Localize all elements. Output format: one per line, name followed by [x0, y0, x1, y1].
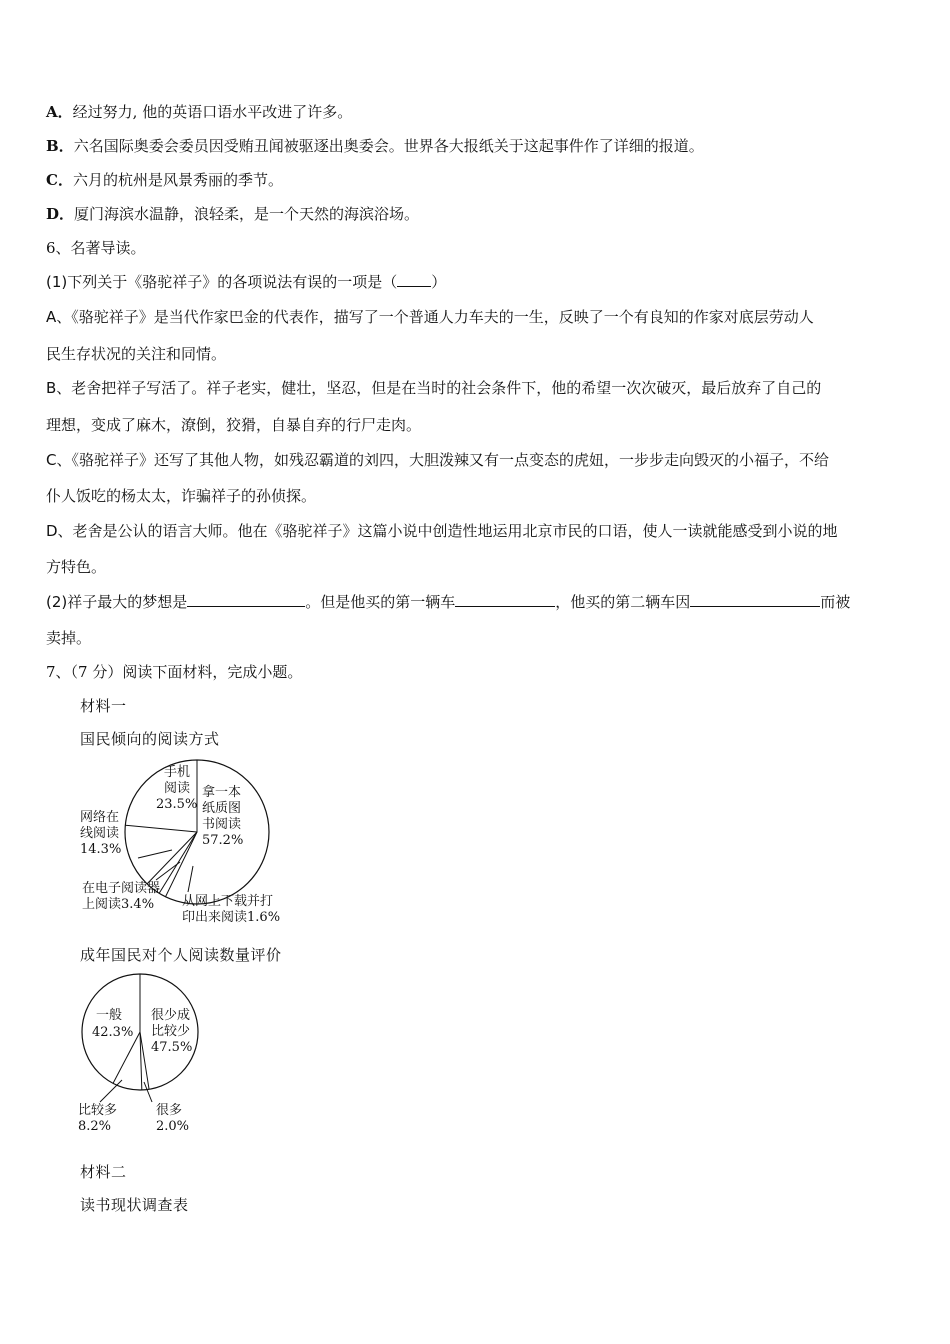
pie2-label-more: 比较多: [78, 1103, 118, 1118]
q6-option-b-line2: 理想，变成了麻木，潦倒，狡猾，自暴自弃的行尸走肉。: [46, 416, 422, 434]
q6-sub1-stem: (1)下列关于《骆驼祥子》的各项说法有误的一项是（ ）: [46, 273, 447, 291]
pie1-label-paper-3: 书阅读: [202, 817, 242, 832]
pie1-value-online: 14.3%: [80, 842, 122, 857]
pie-chart-reading-amount: [60, 970, 260, 1140]
pie2-label-few-1: 很少成: [151, 1008, 191, 1023]
pie1-label-online-1: 网络在: [80, 810, 120, 825]
pie1-slice-boundary-2: [159, 832, 197, 893]
pie1-label-online-2: 线阅读: [80, 826, 120, 841]
q6-option-c-line2: 仆人饭吃的杨太太，诈骗祥子的孙侦探。: [46, 487, 317, 505]
q6-sub2-line2: 卖掉。: [46, 629, 92, 647]
option-a: A．经过努力, 他的英语口语水平改进了许多。: [46, 103, 353, 121]
chart2-title: 成年国民对个人阅读数量评价: [80, 946, 282, 964]
material-2-label: 材料二: [80, 1163, 127, 1181]
pie2-label-many: 很多: [156, 1103, 183, 1118]
option-c: C．六月的杭州是风景秀丽的季节。: [46, 171, 283, 189]
q6-option-a-line1: A、《骆驼祥子》是当代作家巴金的代表作，描写了一个普通人力车夫的一生，反映了一个有良知的作家对底层劳动人: [46, 308, 814, 326]
pie1-leader-online: [138, 850, 172, 858]
pie1-label-paper-2: 纸质图: [202, 801, 242, 816]
q6-option-a-line2: 民生存状况的关注和同情。: [46, 345, 227, 363]
pie1-label-ereader-2: 上阅读3.4%: [82, 897, 155, 912]
answer-blank-2[interactable]: [455, 592, 555, 607]
chart1-title: 国民倾向的阅读方式: [80, 730, 220, 748]
q7-title: 7、（7 分）阅读下面材料，完成小题。: [46, 663, 303, 681]
pie1-label-paper-1: 拿一本: [202, 785, 242, 800]
q6-option-d-line1: D、老舍是公认的语言大师。他在《骆驼祥子》这篇小说中创造性地运用北京市民的口语，使人一读就能感受到小说的地: [46, 522, 838, 540]
option-b: B．六名国际奥委会委员因受贿丑闻被驱逐出奥委会。世界各大报纸关于这起事件作了详细的报道。: [46, 137, 704, 155]
pie1-slice-boundary-4: [125, 825, 197, 832]
pie2-label-normal: 一般: [96, 1008, 123, 1023]
pie1-slice-boundary-1: [166, 832, 197, 897]
pie1-value-paper: 57.2%: [202, 833, 244, 848]
pie1-label-print-1: 从网上下载并打: [182, 894, 274, 909]
option-d: D．厦门海滨水温静，浪轻柔，是一个天然的海滨浴场。: [46, 205, 420, 223]
answer-blank-3[interactable]: [690, 592, 820, 607]
material-1-label: 材料一: [80, 697, 127, 715]
answer-blank[interactable]: [397, 272, 431, 287]
pie1-label-print-2: 印出来阅读1.6%: [182, 910, 281, 925]
pie2-value-normal: 42.3%: [92, 1025, 134, 1040]
pie2-label-few-2: 比较少: [151, 1024, 191, 1039]
pie2-value-many: 2.0%: [156, 1119, 190, 1134]
pie1-leader-print: [188, 866, 193, 892]
pie2-value-few: 47.5%: [151, 1040, 193, 1055]
pie1-slice-boundary-3: [147, 832, 197, 884]
pie-chart-reading-methods: [60, 750, 300, 935]
answer-blank-1[interactable]: [187, 592, 305, 607]
pie1-label-ereader-1: 在电子阅读器: [82, 881, 161, 896]
pie2-leader-more: [100, 1080, 122, 1102]
q6-option-c-line1: C、《骆驼祥子》还写了其他人物，如残忍霸道的刘四，大胆泼辣又有一点变态的虎妞，一步步走向毁灭的小福子，不给: [46, 451, 829, 469]
q6-title: 6、名著导读。: [46, 239, 146, 257]
pie1-label-phone-2: 阅读: [164, 781, 191, 796]
q6-option-b-line1: B、老舍把祥子写活了。祥子老实，健壮，坚忍，但是在当时的社会条件下，他的希望一次次破灭，最后放弃了自己的: [46, 379, 822, 397]
pie2-value-more: 8.2%: [78, 1119, 112, 1134]
q6-option-d-line2: 方特色。: [46, 558, 107, 576]
table-title: 读书现状调查表: [80, 1196, 189, 1214]
pie1-label-phone-1: 手机: [164, 765, 191, 780]
pie1-value-phone: 23.5%: [156, 797, 198, 812]
q6-sub2: (2)祥子最大的梦想是 。但是他买的第一辆车 ，他买的第二辆车因 而被: [46, 593, 851, 611]
